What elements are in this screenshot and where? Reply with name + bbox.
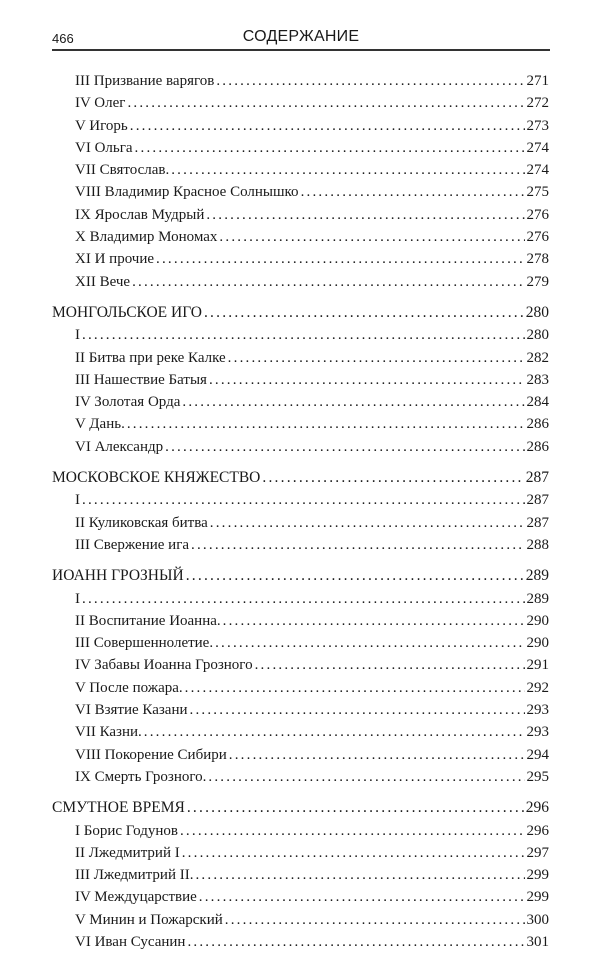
entry-title: X Владимир Мономах (75, 229, 218, 246)
running-header (52, 24, 550, 51)
dot-leader (185, 677, 525, 699)
dot-leader (195, 864, 524, 886)
entry-page-number: 280 (526, 327, 549, 344)
toc-entry (52, 226, 549, 248)
toc-section-entry (52, 467, 549, 489)
entry-page-number: 294 (526, 746, 549, 763)
entry-page-number: 297 (526, 844, 549, 861)
toc-entry (52, 931, 549, 953)
dot-leader (216, 70, 524, 92)
entry-title: I (75, 492, 80, 509)
entry-page-number: 293 (526, 724, 549, 741)
dot-leader (144, 721, 525, 743)
toc-entry (52, 70, 549, 92)
dot-leader (180, 820, 525, 842)
toc-entry (52, 248, 549, 270)
toc-entry (52, 204, 549, 226)
entry-title: I Борис Годунов (75, 822, 178, 839)
dot-leader (127, 413, 525, 435)
toc-section-entry (52, 302, 549, 324)
entry-title: IV Олег (75, 95, 126, 112)
toc-entry (52, 181, 549, 203)
dot-leader (229, 744, 525, 766)
dot-leader (82, 588, 525, 610)
dot-leader (206, 204, 524, 226)
entry-page-number: 276 (526, 206, 549, 223)
page-number: 466 (52, 31, 74, 46)
toc-entry (52, 766, 549, 788)
entry-page-number: 296 (525, 799, 549, 817)
toc-entry (52, 632, 549, 654)
entry-page-number: 282 (526, 349, 549, 366)
dot-leader (182, 391, 524, 413)
toc-entry (52, 534, 549, 556)
entry-page-number: 291 (526, 657, 549, 674)
entry-title: III Призвание варягов (75, 73, 215, 89)
entry-title: V Дань. (75, 416, 125, 433)
dot-leader (82, 489, 525, 511)
entry-page-number: 275 (526, 184, 549, 201)
entry-page-number: 293 (526, 702, 549, 719)
toc-entry (52, 864, 549, 886)
entry-title: VII Святослав. (75, 162, 170, 179)
entry-page-number: 290 (526, 635, 549, 652)
toc-entry (52, 588, 549, 610)
entry-title: IX Ярослав Мудрый (75, 206, 205, 223)
entry-page-number: 301 (526, 933, 549, 950)
entry-title: VIII Покорение Сибири (75, 746, 227, 763)
entry-title: IV Междуцарствие (75, 889, 197, 906)
entry-title: III Совершеннолетие. (75, 635, 214, 652)
entry-title: IV Забавы Иоанна Грозного (75, 657, 253, 674)
entry-title: II Битва при реке Калке (75, 349, 226, 366)
dot-leader (255, 654, 525, 676)
entry-page-number: 296 (526, 822, 549, 839)
entry-title: II Лжедмитрий I (75, 844, 180, 861)
dot-leader (210, 512, 525, 534)
entry-title: IX Смерть Грозного. (75, 768, 207, 785)
toc-entry (52, 886, 549, 908)
entry-title: VI Иван Сусанин (75, 933, 186, 950)
entry-title: IV Золотая Орда (75, 394, 181, 411)
entry-page-number: 290 (526, 612, 549, 629)
entry-title: VI Взятие Казани (75, 702, 188, 719)
dot-leader (132, 271, 524, 293)
entry-page-number: 272 (526, 95, 549, 112)
entry-page-number: 274 (526, 139, 549, 156)
dot-leader (262, 467, 523, 489)
entry-page-number: 287 (525, 469, 549, 487)
dot-leader (208, 766, 524, 788)
dot-leader (301, 181, 525, 203)
dot-leader (187, 931, 524, 953)
toc-entry (52, 369, 549, 391)
entry-page-number: 287 (526, 514, 549, 531)
entry-page-number: 276 (526, 229, 549, 246)
dot-leader (187, 797, 524, 819)
entry-page-number: 279 (526, 273, 549, 290)
toc-entry (52, 842, 549, 864)
dot-leader (190, 699, 525, 721)
toc-entry (52, 677, 549, 699)
dot-leader (225, 909, 525, 931)
entry-title: I (75, 327, 80, 344)
dot-leader (135, 137, 525, 159)
dot-leader (199, 886, 525, 908)
entry-page-number: 299 (526, 867, 549, 884)
entry-title: V Игорь (75, 117, 128, 134)
dot-leader (228, 347, 525, 369)
entry-page-number: 300 (526, 911, 549, 928)
entry-page-number: 289 (526, 590, 549, 607)
toc-entry (52, 489, 549, 511)
entry-page-number: 286 (526, 416, 549, 433)
entry-page-number: 295 (526, 768, 549, 785)
dot-leader (130, 115, 525, 137)
entry-page-number: 284 (526, 394, 549, 411)
dot-leader (219, 226, 524, 248)
toc-entry (52, 820, 549, 842)
dot-leader (182, 842, 525, 864)
entry-title: V Минин и Пожарский (75, 911, 223, 928)
toc-section-entry (52, 797, 549, 819)
toc-entry (52, 413, 549, 435)
entry-title: VI Александр (75, 438, 164, 455)
entry-page-number: 288 (526, 536, 549, 553)
toc-entry (52, 699, 549, 721)
entry-page-number: 271 (526, 73, 549, 89)
toc-entry (52, 512, 549, 534)
entry-title: III Лжедмитрий II. (75, 867, 194, 884)
entry-title: ИОАНН ГРОЗНЫЙ (52, 567, 184, 585)
entry-title: XII Вече (75, 273, 131, 290)
dot-leader (165, 436, 524, 458)
entry-page-number: 278 (526, 251, 549, 268)
entry-page-number: 287 (526, 492, 549, 509)
dot-leader (191, 534, 524, 556)
entry-title: VII Казни. (75, 724, 142, 741)
table-of-contents (52, 70, 549, 953)
toc-entry (52, 744, 549, 766)
dot-leader (215, 632, 524, 654)
toc-entry (52, 324, 549, 346)
dot-leader (156, 248, 524, 270)
toc-entry (52, 909, 549, 931)
entry-page-number: 280 (525, 303, 549, 321)
entry-title: III Свержение ига (75, 536, 190, 553)
entry-title: II Воспитание Иоанна. (75, 612, 221, 629)
entry-page-number: 289 (525, 567, 549, 585)
entry-page-number: 292 (526, 679, 549, 696)
dot-leader (186, 565, 524, 587)
entry-title: VIII Владимир Красное Солнышко (75, 184, 299, 201)
dot-leader (209, 369, 525, 391)
dot-leader (204, 302, 524, 324)
entry-title: XI И прочие (75, 251, 155, 268)
entry-page-number: 274 (526, 162, 549, 179)
entry-title: МОСКОВСКОЕ КНЯЖЕСТВО (52, 469, 261, 487)
toc-section-entry (52, 565, 549, 587)
entry-page-number: 273 (526, 117, 549, 134)
dot-leader (82, 324, 525, 346)
entry-page-number: 283 (526, 371, 549, 388)
toc-entry (52, 159, 549, 181)
toc-entry (52, 271, 549, 293)
entry-title: III Нашествие Батыя (75, 371, 207, 388)
dot-leader (223, 610, 525, 632)
dot-leader (171, 159, 524, 181)
toc-entry (52, 391, 549, 413)
entry-page-number: 286 (526, 438, 549, 455)
toc-entry (52, 115, 549, 137)
toc-entry (52, 137, 549, 159)
toc-entry (52, 654, 549, 676)
entry-title: I (75, 590, 80, 607)
toc-entry (52, 721, 549, 743)
entry-page-number: 299 (526, 889, 549, 906)
entry-title: II Куликовская битва (75, 514, 208, 531)
dot-leader (127, 92, 524, 114)
toc-entry (52, 347, 549, 369)
entry-title: VI Ольга (75, 139, 133, 156)
toc-entry (52, 610, 549, 632)
toc-entry (52, 92, 549, 114)
entry-title: V После пожара. (75, 679, 183, 696)
page-title: СОДЕРЖАНИЕ (242, 28, 360, 45)
entry-title: СМУТНОЕ ВРЕМЯ (52, 799, 185, 817)
toc-entry (52, 436, 549, 458)
entry-title: МОНГОЛЬСКОЕ ИГО (52, 303, 202, 321)
